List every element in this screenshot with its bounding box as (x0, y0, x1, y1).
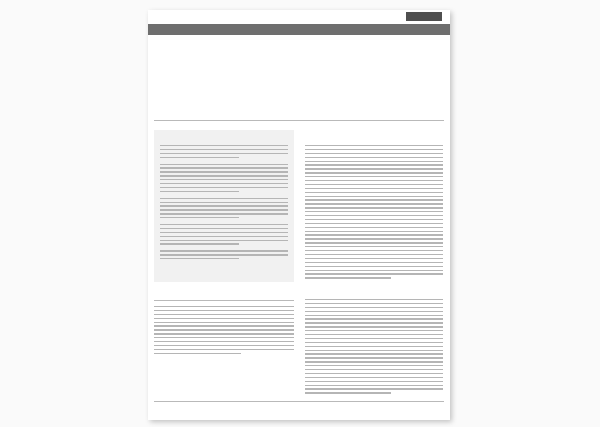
divider (154, 401, 444, 402)
introduction-text (305, 145, 443, 281)
correspondence-notes (154, 306, 294, 357)
journal-header-bar (148, 24, 450, 35)
methods-text (305, 299, 443, 396)
article-page (148, 10, 450, 420)
publisher-logo (406, 12, 442, 21)
divider (154, 300, 294, 301)
divider (154, 120, 444, 121)
abstract-text (160, 145, 288, 262)
